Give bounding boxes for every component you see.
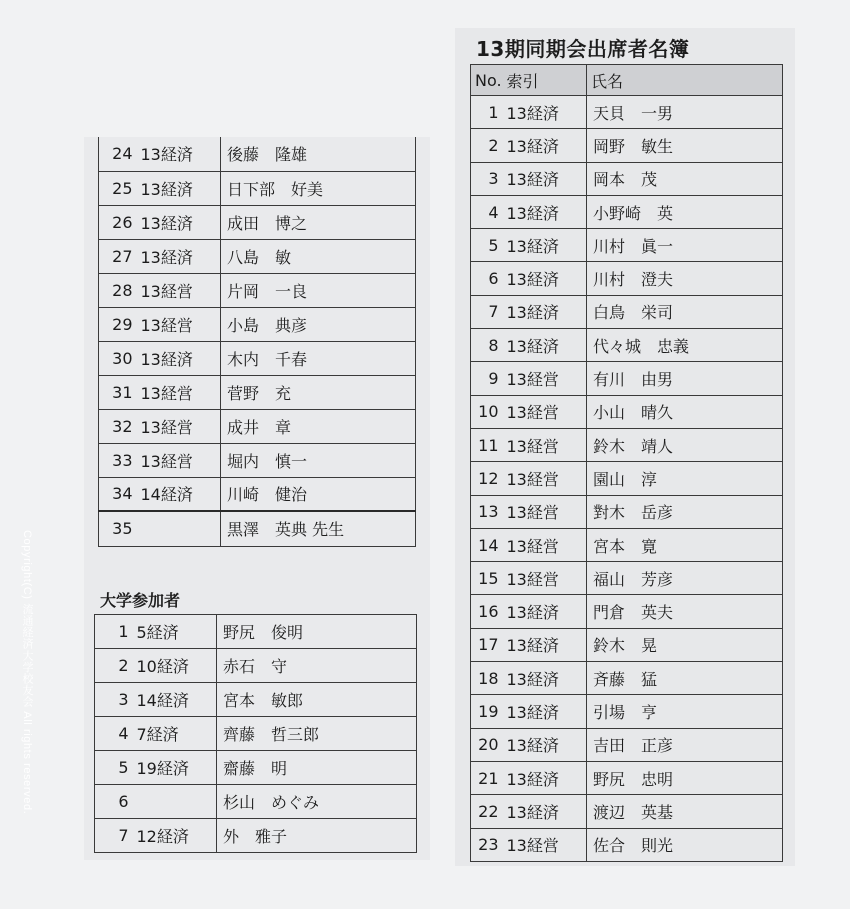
table-row [471, 162, 783, 195]
row-name: 園山 淳 [587, 462, 783, 495]
row-index: 13経済 [503, 662, 587, 695]
header-name: 氏名 [587, 65, 783, 96]
table-row [95, 751, 417, 785]
table-row [471, 761, 783, 794]
row-number: 2 [471, 129, 503, 162]
row-number: 25 [99, 171, 137, 205]
row-index: 13経営 [503, 362, 587, 395]
table-row [471, 96, 783, 129]
table-row [471, 295, 783, 328]
row-index: 13経済 [503, 96, 587, 129]
row-number: 27 [99, 239, 137, 273]
row-index: 13経済 [137, 205, 221, 239]
row-name: 吉田 正彦 [587, 728, 783, 761]
row-index: 13経済 [503, 329, 587, 362]
row-number: 1 [95, 615, 133, 649]
table-row [471, 195, 783, 228]
row-number: 19 [471, 695, 503, 728]
row-index: 13経営 [503, 428, 587, 461]
table-row [99, 137, 416, 171]
row-name: 片岡 一良 [221, 273, 416, 307]
row-index: 13経済 [137, 239, 221, 273]
row-name: 渡辺 英基 [587, 795, 783, 828]
table-row [471, 495, 783, 528]
row-name: 小山 晴久 [587, 395, 783, 428]
row-index: 13経済 [503, 262, 587, 295]
row-index: 5経済 [133, 615, 217, 649]
table-row [99, 409, 416, 443]
row-number: 30 [99, 341, 137, 375]
row-name: 八島 敏 [221, 239, 416, 273]
table-row [471, 795, 783, 828]
row-name: 野尻 俊明 [217, 615, 417, 649]
row-name: 川村 澄夫 [587, 262, 783, 295]
row-number: 34 [99, 477, 137, 511]
row-number: 2 [95, 649, 133, 683]
row-number: 29 [99, 307, 137, 341]
row-name: 成田 博之 [221, 205, 416, 239]
table-row [99, 239, 416, 273]
row-number: 3 [471, 162, 503, 195]
table-row [99, 341, 416, 375]
row-index: 12経済 [133, 819, 217, 853]
table-row [99, 205, 416, 239]
row-name: 川崎 健治 [221, 477, 416, 511]
row-name: 野尻 忠明 [587, 761, 783, 794]
row-index: 13経済 [503, 195, 587, 228]
row-name: 菅野 充 [221, 375, 416, 409]
row-index: 13経済 [503, 695, 587, 728]
row-name: 鈴木 晃 [587, 628, 783, 661]
row-number: 7 [95, 819, 133, 853]
row-number: 23 [471, 828, 503, 861]
table-row [95, 819, 417, 853]
row-index: 13経済 [503, 795, 587, 828]
row-name: 堀内 慎一 [221, 443, 416, 477]
row-number: 1 [471, 96, 503, 129]
copyright-watermark: Copyright(C) 流通経済大学校友会 All rights reserved. [21, 530, 33, 815]
row-name: 日下部 好美 [221, 171, 416, 205]
table-row [471, 395, 783, 428]
table-row [471, 628, 783, 661]
row-name: 杉山 めぐみ [217, 785, 417, 819]
table-row [471, 428, 783, 461]
table-row [99, 273, 416, 307]
table-row [471, 695, 783, 728]
row-index: 13経済 [503, 295, 587, 328]
roster-title: 13期同期会出席者名簿 [476, 37, 690, 61]
row-number: 22 [471, 795, 503, 828]
row-name: 岡本 茂 [587, 162, 783, 195]
row-index: 13経営 [137, 375, 221, 409]
row-number: 18 [471, 662, 503, 695]
row-index: 13経営 [503, 828, 587, 861]
table-row [95, 649, 417, 683]
table-row [99, 375, 416, 409]
row-name: 成井 章 [221, 409, 416, 443]
row-index: 7経済 [133, 717, 217, 751]
row-index: 19経済 [133, 751, 217, 785]
row-name: 佐合 則光 [587, 828, 783, 861]
table-row [99, 477, 416, 511]
table-row [99, 443, 416, 477]
table-row [95, 615, 417, 649]
table-row [95, 717, 417, 751]
row-name: 宮本 寛 [587, 528, 783, 561]
row-number: 24 [99, 137, 137, 171]
row-name: 川村 眞一 [587, 229, 783, 262]
row-index: 13経営 [503, 528, 587, 561]
row-number: 21 [471, 761, 503, 794]
row-name: 外 雅子 [217, 819, 417, 853]
row-name: 代々城 忠義 [587, 329, 783, 362]
row-index [133, 785, 217, 819]
table-row [95, 785, 417, 819]
row-name: 白鳥 栄司 [587, 295, 783, 328]
table-row [471, 462, 783, 495]
university-caption: 大学参加者 [100, 591, 181, 610]
row-index: 14経済 [133, 683, 217, 717]
row-name: 赤石 守 [217, 649, 417, 683]
row-index: 13経営 [503, 395, 587, 428]
main-roster-table [470, 64, 783, 862]
table-row [471, 129, 783, 162]
table-row [95, 683, 417, 717]
row-name: 齊藤 哲三郎 [217, 717, 417, 751]
row-name: 福山 芳彦 [587, 562, 783, 595]
row-name: 岡野 敏生 [587, 129, 783, 162]
row-index: 13経済 [503, 162, 587, 195]
row-index: 13経済 [503, 229, 587, 262]
row-index: 13経済 [137, 341, 221, 375]
header-index: 索引 [503, 65, 587, 96]
row-name: 齋藤 明 [217, 751, 417, 785]
row-index: 13経済 [503, 129, 587, 162]
row-index: 10経済 [133, 649, 217, 683]
row-number: 6 [471, 262, 503, 295]
row-number: 9 [471, 362, 503, 395]
row-number: 26 [99, 205, 137, 239]
row-number: 15 [471, 562, 503, 595]
row-index: 13経営 [137, 443, 221, 477]
row-index: 13経済 [137, 171, 221, 205]
header-no: No. [471, 65, 503, 96]
row-number: 17 [471, 628, 503, 661]
row-index: 14経済 [137, 477, 221, 511]
row-name: 鈴木 靖人 [587, 428, 783, 461]
row-name: 宮本 敏郎 [217, 683, 417, 717]
row-name: 小島 典彦 [221, 307, 416, 341]
row-number: 3 [95, 683, 133, 717]
table-row [99, 171, 416, 205]
row-index: 13経済 [503, 728, 587, 761]
row-name: 斉藤 猛 [587, 662, 783, 695]
table-row [471, 229, 783, 262]
row-number: 32 [99, 409, 137, 443]
row-number: 20 [471, 728, 503, 761]
row-name: 小野崎 英 [587, 195, 783, 228]
row-number: 33 [99, 443, 137, 477]
row-number: 10 [471, 395, 503, 428]
row-index: 13経営 [137, 307, 221, 341]
row-number: 31 [99, 375, 137, 409]
row-number: 16 [471, 595, 503, 628]
header-row [471, 65, 783, 96]
row-number: 4 [471, 195, 503, 228]
row-index [137, 511, 221, 546]
university-table [94, 614, 417, 853]
row-name: 天貝 一男 [587, 96, 783, 129]
row-number: 35 [99, 511, 137, 546]
table-row [99, 511, 416, 546]
row-index: 13経営 [137, 409, 221, 443]
row-number: 8 [471, 329, 503, 362]
row-number: 11 [471, 428, 503, 461]
row-index: 13経済 [503, 595, 587, 628]
row-name: 黒澤 英典 先生 [221, 511, 416, 546]
table-row [471, 828, 783, 861]
table-row [471, 329, 783, 362]
row-name: 有川 由男 [587, 362, 783, 395]
row-index: 13経営 [503, 562, 587, 595]
row-number: 28 [99, 273, 137, 307]
table-row [471, 728, 783, 761]
row-number: 13 [471, 495, 503, 528]
row-index: 13経済 [137, 137, 221, 171]
row-index: 13経済 [503, 761, 587, 794]
row-number: 14 [471, 528, 503, 561]
table-row [471, 595, 783, 628]
continued-roster-table [98, 137, 416, 547]
row-number: 5 [95, 751, 133, 785]
table-row [471, 662, 783, 695]
table-row [471, 528, 783, 561]
row-name: 後藤 隆雄 [221, 137, 416, 171]
row-index: 13経営 [137, 273, 221, 307]
table-row [471, 262, 783, 295]
row-number: 12 [471, 462, 503, 495]
table-row [99, 307, 416, 341]
row-index: 13経営 [503, 462, 587, 495]
row-name: 引場 亨 [587, 695, 783, 728]
row-index: 13経済 [503, 628, 587, 661]
row-name: 木内 千春 [221, 341, 416, 375]
row-number: 5 [471, 229, 503, 262]
row-number: 4 [95, 717, 133, 751]
table-row [471, 562, 783, 595]
row-name: 對木 岳彦 [587, 495, 783, 528]
row-number: 7 [471, 295, 503, 328]
row-name: 門倉 英夫 [587, 595, 783, 628]
row-index: 13経営 [503, 495, 587, 528]
table-row [471, 362, 783, 395]
row-number: 6 [95, 785, 133, 819]
